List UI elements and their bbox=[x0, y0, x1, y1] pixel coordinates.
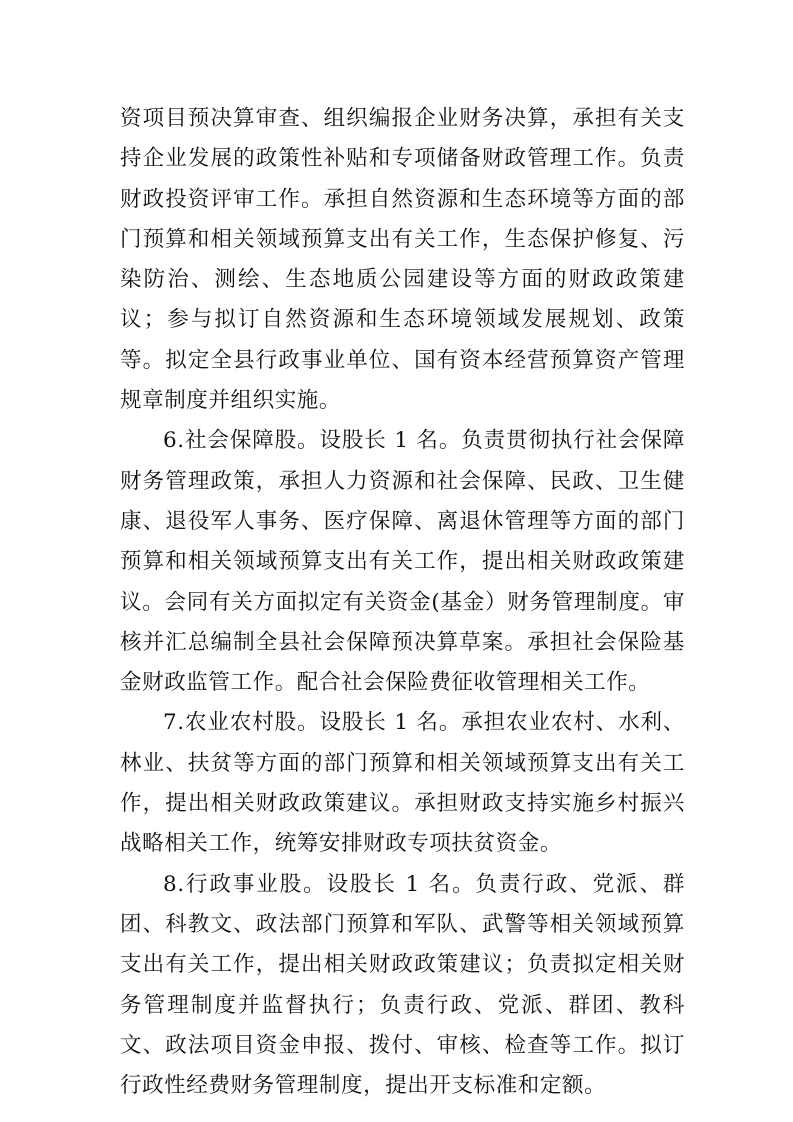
paragraph-administrative-section: 8.行政事业股。设股长 1 名。负责行政、党派、群团、科教文、政法部门预算和军队、武警等相关领域预算支出有关工作，提出相关财政政策建议；负责拟定相关财务管理制度并监督执行；负责行政、党派、群团、教科文、政法项目资金申报、拨付、审核、检查等工作。拟订行政性经费财务管理制度，提出开支标准和定额。 bbox=[120, 871, 685, 1099]
document-body bbox=[120, 99, 685, 1106]
paragraph-continuation: 资项目预决算审查、组织编报企业财务决算，承担有关支持企业发展的政策性补贴和专项储备财政管理工作。负责财政投资评审工作。承担自然资源和生态环境等方面的部门预算和相关领域预算支出有关工作，生态保护修复、污染防治、测绘、生态地质公园建设等方面的财政政策建议；参与拟订自然资源和生态环境领域发展规划、政策等。拟定全县行政事业单位、国有资本经营预算资产管理规章制度并组织实施。 bbox=[120, 106, 685, 414]
paragraph-social-security-section: 6.社会保障股。设股长 1 名。负责贯彻执行社会保障财务管理政策，承担人力资源和社会保障、民政、卫生健康、退役军人事务、医疗保障、离退休管理等方面的部门预算和相关领域预算支出有关工作，提出相关财政政策建议。会同有关方面拟定有关资金(基金）财务管理制度。审核并汇总编制全县社会保障预决算草案。承担社会保险基金财政监管工作。配合社会保险费征收管理相关工作。 bbox=[120, 428, 685, 696]
paragraph-agriculture-rural-section: 7.农业农村股。设股长 1 名。承担农业农村、水利、林业、扶贫等方面的部门预算和相关领域预算支出有关工作，提出相关财政政策建议。承担财政支持实施乡村振兴战略相关工作，统筹安排财政专项扶贫资金。 bbox=[120, 710, 685, 857]
